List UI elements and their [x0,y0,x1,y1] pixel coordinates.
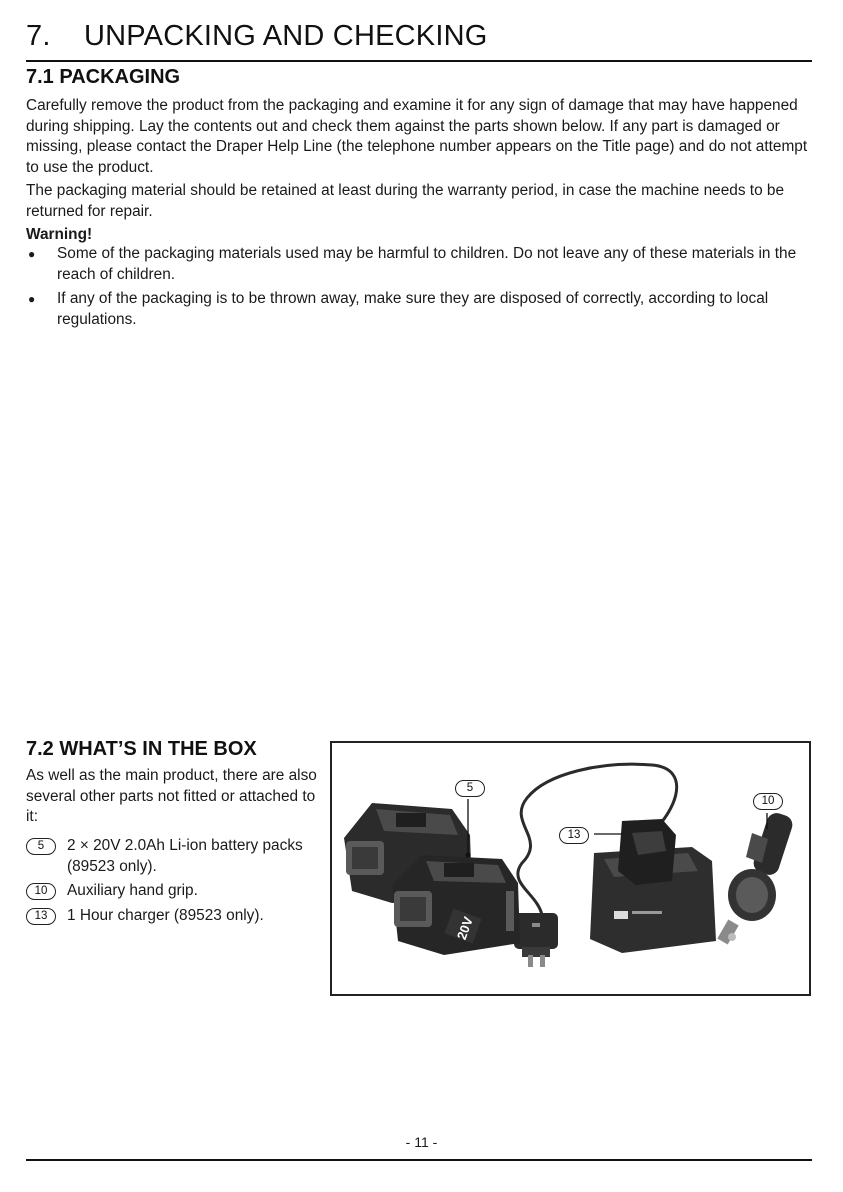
box-contents-illustration [332,743,811,996]
part-ref-badge: 13 [26,908,56,925]
warning-item-text: Some of the packaging materials used may be harmful to children. Do not leave any of these materials in the reach of children. [57,245,797,283]
packaging-paragraph-1: Carefully remove the product from the packaging and examine it for any sign of damage that may have happened during shipping. Lay the contents out and check them against the parts shown below. If any part is damaged or missing, please contact the Draper Help Line (the telephone number appears on the Title page) and do not attempt to use the product. [26,97,808,176]
bullet-icon: ● [28,247,36,261]
box-intro-text: As well as the main product, there are also several other parts not fitted or attached to it: [26,767,317,825]
part-item-text: 1 Hour charger (89523 only). [67,906,264,924]
warning-item-text: If any of the packaging is to be thrown away, make sure they are disposed of correctly, according to local regulations. [57,290,769,328]
part-item-text: Auxiliary hand grip. [67,882,198,899]
callout-badge: 5 [455,780,485,797]
section-heading-packaging: 7.1 PACKAGING [26,66,181,88]
warning-item [26,244,816,285]
chapter-heading [26,20,816,53]
charger-icon [590,819,716,953]
packaging-paragraph-2: The packaging material should be retained at least during the warranty period, in case the machine needs to be returned for repair. [26,182,785,220]
warning-list [26,244,816,334]
part-item [26,881,326,902]
battery-voltage-label: 20V [453,914,476,942]
auxiliary-handle-icon [717,811,795,945]
warning-item [26,289,816,330]
battery-pack-icon [392,855,520,955]
page-number: - 11 - [405,1134,438,1150]
bullet-icon: ● [28,292,36,306]
warning-title: Warning! [26,226,93,243]
chapter-rule [26,60,812,62]
part-ref-badge: 10 [26,883,56,900]
part-item [26,836,326,877]
part-item [26,906,326,927]
footer-rule [26,1159,812,1161]
part-item-text: 2 × 20V 2.0Ah Li-ion battery packs (89523 only). [67,837,303,875]
callout-badge: 13 [559,827,589,844]
chapter-number: 7. [26,20,51,52]
box-contents-photo [330,741,811,996]
mains-plug-icon [514,913,558,967]
part-ref-badge: 5 [26,838,56,855]
section-heading-box: 7.2 WHAT’S IN THE BOX [26,738,257,760]
parts-list [26,836,326,930]
callout-badge: 10 [753,793,783,810]
chapter-title: UNPACKING AND CHECKING [84,20,488,52]
